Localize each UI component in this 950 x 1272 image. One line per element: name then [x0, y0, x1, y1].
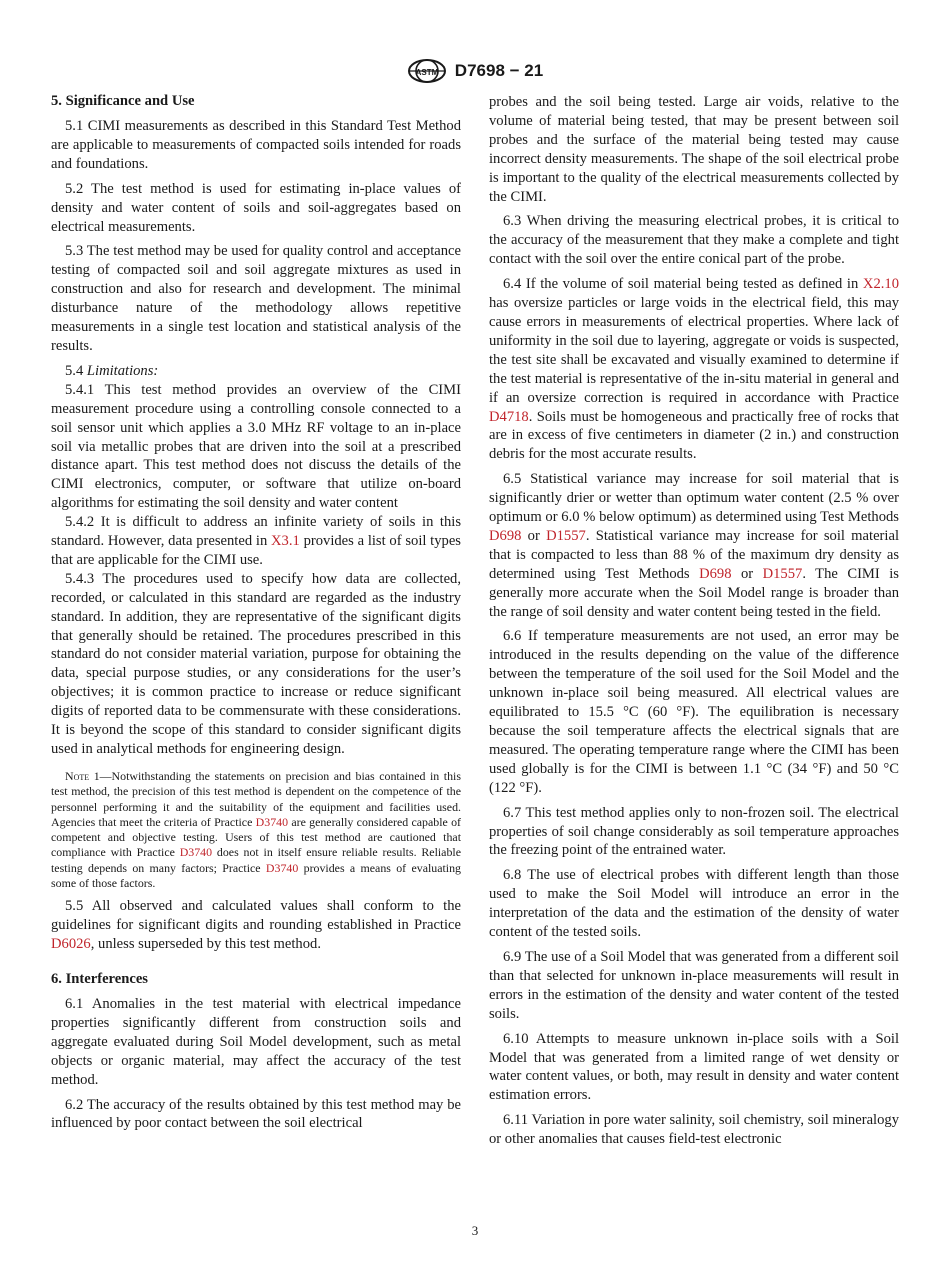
paragraph-6-8: 6.8 The use of electrical probes with different length than those used to make the Soil Model will introduce an error in the interpretation of the data and the estimation of the density of water content of the tested soils. — [489, 867, 899, 941]
reference-link[interactable]: D1557 — [762, 565, 803, 582]
paragraph-6-11: 6.11 Variation in pore water salinity, soil chemistry, soil mineralogy or other anomalies that causes field-test electronic — [489, 1112, 899, 1148]
page-number: 3 — [471, 1223, 479, 1238]
paragraph-5-4: 5.4 Limitations: — [65, 362, 159, 379]
paragraph-5-2: 5.2 The test method is used for estimating in-place values of density and water content of soils and soil-aggregates based on electrical measurements. — [51, 180, 461, 235]
reference-link[interactable]: D698 — [489, 527, 522, 544]
left-column — [51, 92, 461, 1139]
paragraph-5-4-1: 5.4.1 This test method provides an overview of the CIMI measurement procedure using a controlling console connected to a soil sensor unit which applies a 3.0 MHz RF voltage to an in-place soil via metallic probes that are driven into the soil at a prescribed distance apart. This test method does not discuss the details of the CIMI electronics, computer, or software that utilize on-board algorithms for estimating the soil density and water content — [51, 381, 461, 512]
right-column — [489, 93, 899, 1155]
reference-link[interactable]: D698 — [699, 565, 732, 582]
document-id: D7698 − 21 — [454, 61, 544, 80]
paragraph-6-3: 6.3 When driving the measuring electrical probes, it is critical to the accuracy of the measurement that they make a complete and tight contact with the soil over the entire conical part of the probe. — [489, 213, 899, 268]
astm-logo-icon — [407, 58, 447, 84]
paragraph-5-1: 5.1 CIMI measurements as described in this Standard Test Method are applicable to measurements of compacted soils intended for roads and foundations. — [51, 118, 461, 172]
svg-text:ASTM: ASTM — [415, 68, 439, 77]
paragraph-5-3: 5.3 The test method may be used for quality control and acceptance testing of compacted soil and soil aggregate mixtures as used in construction and also for research and development. The minimal disturbance nature of the methodology allows repetitive measurements in a single test location and statistical analysis of the results. — [51, 243, 461, 354]
reference-link[interactable]: X2.10 — [862, 276, 899, 293]
reference-link[interactable]: D1557 — [546, 527, 586, 544]
reference-link[interactable]: D3740 — [179, 845, 213, 860]
reference-link[interactable]: X3.1 — [271, 533, 300, 550]
section-5-heading: 5. Significance and Use — [51, 93, 195, 109]
paragraph-5-5: 5.5 All observed and calculated values shall conform to the guidelines for significant digits and rounding established in Practice D6026, unless superseded by this test method. — [51, 898, 461, 953]
paragraph-6-2: 6.2 The accuracy of the results obtained by this test method may be influenced by poor contact between the soil electrical — [51, 1096, 461, 1132]
reference-link[interactable]: D4718 — [489, 408, 529, 425]
paragraph-6-7: 6.7 This test method applies only to non-frozen soil. The electrical properties of soil change considerably as soil temperature approaches the freezing point of the entrained water. — [489, 804, 899, 859]
note-1: Note 1—Notwithstanding the statements on precision and bias contained in this test method, the precision of this test method is dependent on the competence of the personnel performing it and the suitability of the equipment and facilities used. Agencies that meet the criteria of Practice D3740 are generally considered capable of competent and objective testing. Users of this test method are cautioned that compliance with Practice D3740 does not in itself ensure reliable results. Reliable testing depends on many factors; Practice D3740 provides a means of evaluating some of those factors. — [51, 768, 461, 890]
paragraph-6-4: 6.4 If the volume of soil material being tested as defined in X2.10 has oversize particles or large voids in the electrical field, this may cause errors in measurements of electrical properties. Where lack of uniformity in the soil due to layering, aggregate or voids is suspected, the test site shall be excavated and visually examined to determine if the test material is representative of the in-situ material in general and if an oversize correction is required in accordance with Practice D4718. Soils must be homogeneous and practically free of rocks that are in excess of five centimeters in diameter (2 in.) and construction debris for the most accurate results. — [489, 276, 899, 463]
paragraph-6-5: 6.5 Statistical variance may increase for soil material that is significantly drier or wetter than optimum water content (2.5 % over optimum or 6.0 % below optimum) as determined using Test Methods D698 or D1557. Statistical variance may increase for soil material that is compacted to less than 88 % of the maximum dry density as determined using Test Methods D698 or D1557. The CIMI is generally more accurate when the Soil Model range is broader than the range of soil density and water content being tested in the field. — [489, 471, 899, 620]
reference-link[interactable]: D3740 — [265, 860, 299, 875]
reference-link[interactable]: D6026 — [51, 936, 91, 953]
page-header — [0, 58, 950, 84]
paragraph-5-4-3: 5.4.3 The procedures used to specify how data are collected, recorded, or calculated in this standard are regarded as the industry standard. In addition, they are representative of the significant digits that generally should be retained. The procedures prescribed in this standard do not consider material variation, purpose for obtaining the data, special purpose studies, or any considerations for the user’s objectives; it is common practice to increase or reduce significant digits of reported data to be commensurate with these considerations. It is beyond the scope of this standard to consider significant digits used in analytical methods for engineering design. — [51, 570, 461, 757]
paragraph-6-6: 6.6 If temperature measurements are not used, an error may be introduced in the results depending on the value of the difference between the temperature of the soil used for the Soil Model and the unknown in-place soil being measured. All electrical values are equilibrated to 15.5 °C (60 °F). The equilibration is necessary because the soil temperature affects the electrical signals that are measured. The operating temperature range where the CIMI has been used globally is for the CIMI is between 1.1 °C (34 °F) and 50 °C (122 °F). — [489, 628, 899, 796]
paragraph-6-10: 6.10 Attempts to measure unknown in-place soils with a Soil Model that was generated from a limited range of wet density or water content values, or both, may result in density and water content estimation errors. — [489, 1030, 899, 1104]
paragraph-6-9: 6.9 The use of a Soil Model that was generated from a different soil than that selected for unknown in-place measurements will result in errors in the estimation of the density and water content of the tested soils. — [489, 948, 899, 1022]
paragraph-6-1: 6.1 Anomalies in the test material with electrical impedance properties significantly different from construction soils and aggregate evaluated during Soil Model development, such as metal objects or organic material, may affect the accuracy of the test method. — [51, 996, 461, 1088]
reference-link[interactable]: D3740 — [255, 814, 289, 829]
paragraph-6-2-continued: probes and the soil being tested. Large air voids, relative to the volume of material being tested, that may be present between soil probes and the surface of the material being tested may cause incorrect density measurements. The shape of the soil electrical probe is important to the quality of the electrical measurements collected by the CIMI. — [489, 94, 899, 205]
section-6-heading: 6. Interferences — [51, 971, 148, 987]
paragraph-5-4-2: 5.4.2 It is difficult to address an infinite variety of soils in this standard. However, data presented in X3.1 provides a list of soil types that are applicable for the CIMI use. — [51, 514, 461, 568]
